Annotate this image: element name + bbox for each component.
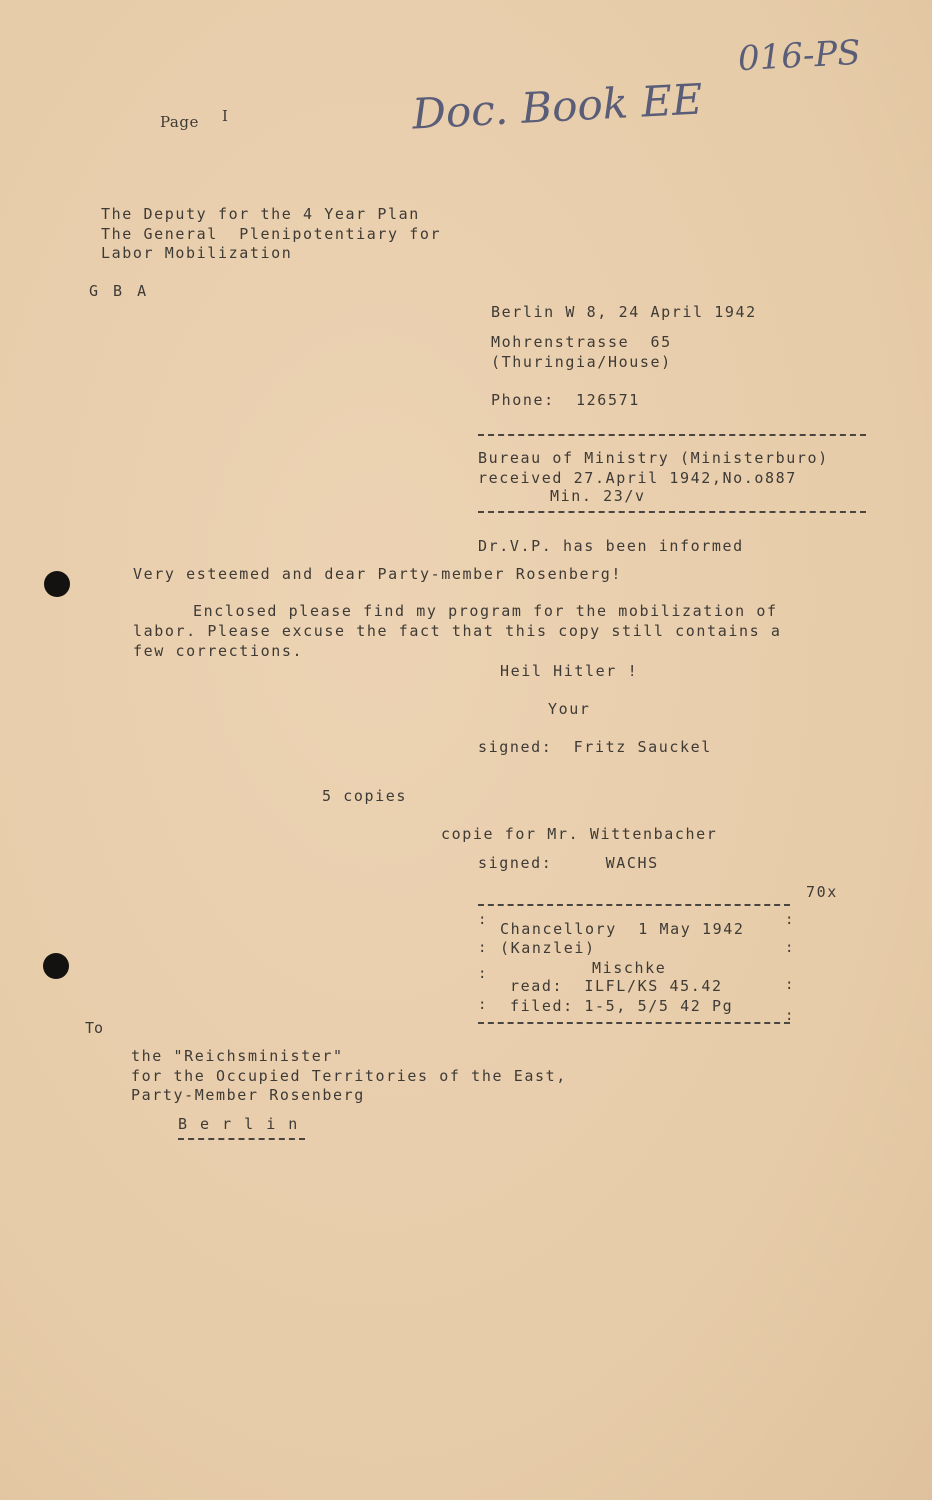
signed-wachs: signed: WACHS: [478, 854, 659, 872]
box-colon: :: [785, 977, 794, 993]
copy-for: copie for Mr. Wittenbacher: [441, 825, 718, 843]
sender-code: G B A: [89, 282, 150, 300]
sender-line-2: The General Plenipotentiary for: [101, 225, 442, 243]
box-colon: :: [478, 966, 487, 982]
divider-receipt-bottom: [478, 511, 866, 513]
box-colon: :: [478, 912, 487, 928]
closing-greeting: Heil Hitler !: [500, 662, 639, 680]
closing-yours: Your: [548, 700, 591, 718]
box-colon: :: [478, 997, 487, 1013]
building: (Thuringia/House): [491, 353, 672, 371]
box-colon: :: [785, 912, 794, 928]
handwritten-reference: 016-PS: [737, 32, 862, 80]
chancellory-box-bottom: [478, 1022, 790, 1024]
receipt-line-3: Min. 23/v: [550, 487, 646, 505]
recipient-line-1: the "Reichsminister": [131, 1047, 344, 1065]
body-line-2: labor. Please excuse the fact that this copy still contains a: [133, 622, 782, 640]
copies-count: 5 copies: [322, 787, 408, 805]
chancellory-line-5: filed: 1-5, 5/5 42 Pg: [510, 997, 734, 1015]
punch-hole-top: [44, 571, 70, 597]
box-colon: :: [478, 940, 487, 956]
body-line-1: Enclosed please find my program for the mobilization of: [193, 602, 778, 620]
mark-70x: 70x: [806, 883, 838, 901]
page-label: Page: [160, 113, 199, 131]
receipt-line-1: Bureau of Ministry (Ministerburo): [478, 449, 829, 467]
to-label: To: [85, 1019, 104, 1037]
box-colon: :: [785, 1008, 794, 1024]
chancellory-line-2: (Kanzlei): [500, 939, 596, 957]
recipient-city: B e r l i n: [178, 1115, 300, 1133]
receipt-line-2: received 27.April 1942,No.o887: [478, 469, 797, 487]
chancellory-line-4: read: ILFL/KS 45.42: [510, 977, 723, 995]
recipient-city-underline: [178, 1138, 305, 1140]
closing-signature: signed: Fritz Sauckel: [478, 738, 712, 756]
body-line-3: few corrections.: [133, 642, 304, 660]
handwritten-doc-book: Doc. Book EE: [410, 74, 704, 139]
divider-receipt-top: [478, 434, 866, 436]
chancellory-line-1: Chancellory 1 May 1942: [500, 920, 745, 938]
sender-line-3: Labor Mobilization: [101, 244, 293, 262]
city-date: Berlin W 8, 24 April 1942: [491, 303, 757, 321]
punch-hole-bottom: [43, 953, 69, 979]
salutation: Very esteemed and dear Party-member Rosenberg!: [133, 565, 623, 583]
box-colon: :: [785, 940, 794, 956]
phone: Phone: 126571: [491, 391, 640, 409]
chancellory-line-3: Mischke: [592, 959, 667, 977]
sender-line-1: The Deputy for the 4 Year Plan: [101, 205, 420, 223]
informed-note: Dr.V.P. has been informed: [478, 537, 744, 555]
chancellory-box-top: [478, 904, 790, 906]
recipient-line-3: Party-Member Rosenberg: [131, 1086, 365, 1104]
page-number: I: [222, 107, 230, 125]
recipient-line-2: for the Occupied Territories of the East,: [131, 1067, 567, 1085]
street: Mohrenstrasse 65: [491, 333, 672, 351]
